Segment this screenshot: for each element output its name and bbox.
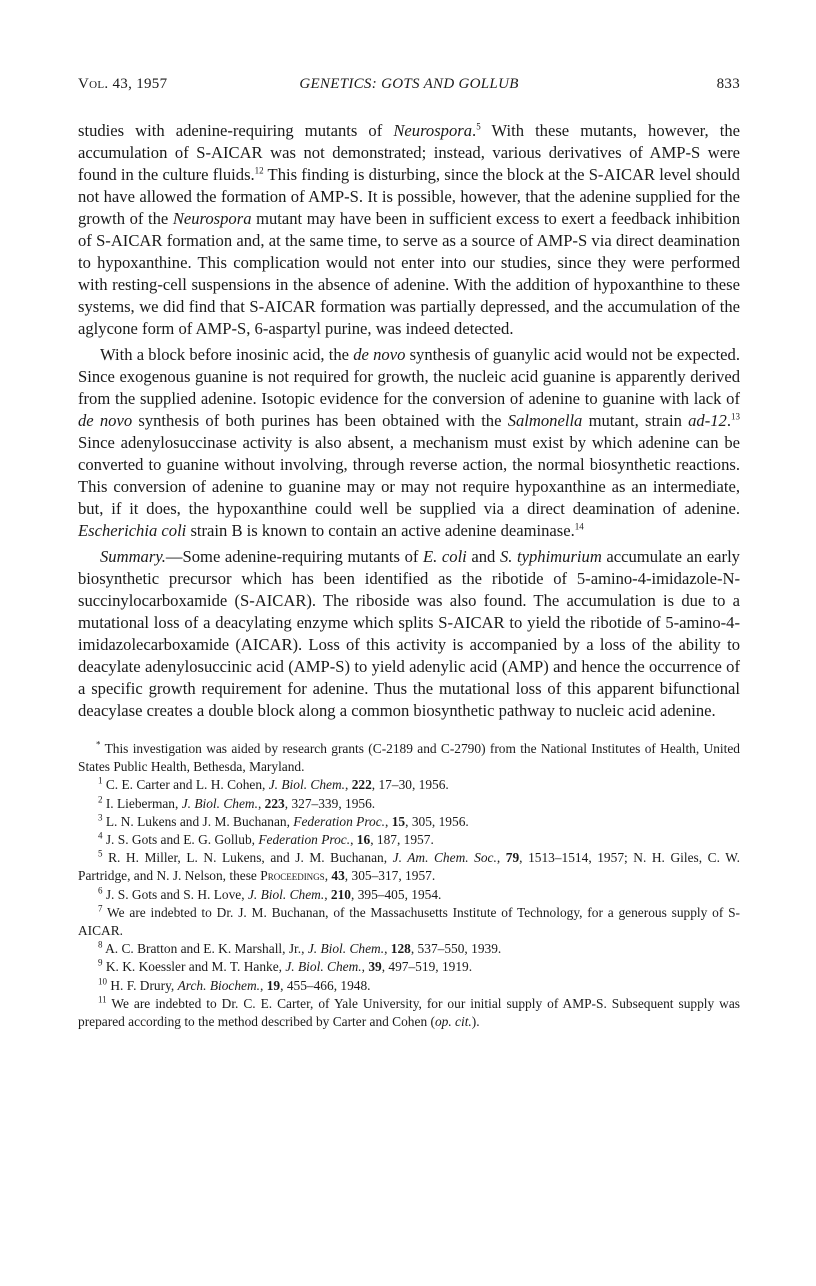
footnote-1: $^1$ C. E. Carter and L. H. Cohen, J. Biol. Chem., 222, 17–30, 1956. (98, 775, 449, 793)
summary-heading: Summary. (100, 547, 166, 566)
journal-page (78, 76, 740, 1031)
body-text (78, 120, 740, 722)
running-header (78, 76, 740, 100)
footnotes (78, 740, 740, 1031)
paragraph-1: studies with adenine-requiring mutants of Neurospora.$^5$ With these mutants, however, the accumulation of S-AICAR was not demonstrated; instead, various derivatives of AMP-S were found in the culture fluids.$^{12}$ This finding is disturbing, since the block at the S-AICAR level should not have allowed the formation of AMP-S. It is possible, however, that the adenine supplied for the growth of the Neurospora mutant may have been in sufficient excess to exert a feedback inhibition of S-AICAR formation and, at the same time, to serve as a source of AMP-S via direct deamination to hypoxanthine. This complication would not enter into our studies, since they were performed with resting-cell suspensions in the absence of adenine. With the addition of hypoxanthine to these systems, we did find that S-AICAR formation was partially depressed, and the accumulation of the aglycone form of AMP-S, 6-aspartyl purine, was indeed detected. (78, 121, 740, 338)
footnote-6: $^6$ J. S. Gots and S. H. Love, J. Biol. Chem., 210, 395–405, 1954. (98, 885, 442, 902)
running-title: GENETICS: GOTS AND GOLLUB (299, 76, 519, 92)
summary-paragraph: Summary.—Some adenine-requiring mutants of E. coli and S. typhimurium accumulate an early biosynthetic precursor which has been identified as the ribotide of 5-amino-4-imidazole-N-succinylocarboxamide (S-AICAR). The riboside was also found. The accumulation is due to a mutational loss of a deacylating enzyme which splits S-AICAR to yield the ribotide of 5-amino-4-imidazolecarboxamide (AICAR). Loss of this activity is accompanied by a loss of the ability to deacylate adenylosuccinic acid (AMP-S) to yield adenylic acid (AMP) and hence the occurrence of a specific growth requirement for adenine. Thus the mutational loss of this apparent bifunctional deacylase creates a double block along a common biosynthetic pathway to nucleic acid adenine. (78, 547, 740, 720)
footnote-8: $^8$ A. C. Bratton and E. K. Marshall, Jr., J. Biol. Chem., 128, 537–550, 1939. (98, 939, 502, 957)
ref-13: 13 (731, 411, 740, 422)
footnote-7: $^7$ We are indebted to Dr. J. M. Buchanan, of the Massachusetts Institute of Technology, for a generous supply of S-AICAR. (78, 903, 740, 939)
footnote-5: $^5$ R. H. Miller, L. N. Lukens, and J. M. Buchanan, J. Am. Chem. Soc., 79, 1513–1514, 1957; N. H. Giles, C. W. Partridge, and N. J. Nelson, these Proceedings, 43, 305–317, 1957. (78, 848, 740, 884)
footnote-2: $^2$ I. Lieberman, J. Biol. Chem., 223, 327–339, 1956. (98, 794, 376, 811)
footnote-10: $^{10}$ H. F. Drury, Arch. Biochem., 19, 455–466, 1948. (98, 976, 371, 993)
footnote-star: * This investigation was aided by research grants (C-2189 and C-2790) from the National Institutes of Health, United States Public Health, Bethesda, Maryland. (78, 739, 740, 775)
ref-5: 5 (476, 121, 481, 132)
ref-12: 12 (254, 165, 264, 176)
footnote-9: $^9$ K. K. Koessler and M. T. Hanke, J. Biol. Chem., 39, 497–519, 1919. (98, 957, 473, 975)
footnote-11: $^{11}$ We are indebted to Dr. C. E. Carter, of Yale University, for our initial supply of AMP-S. Subsequent supply was prepared according to the method described by Carter and Cohen (op. cit.). (78, 994, 740, 1030)
paragraph-2: With a block before inosinic acid, the de novo synthesis of guanylic acid would not be expected. Since exogenous guanine is not required for growth, the nucleic acid guanine is apparently derived from the supplied adenine. Isotopic evidence for the conversion of adenine to guanine with lack of de novo synthesis of both purines has been obtained with the Salmonella mutant, strain ad-12.13 Since adenylosuccinase activity is also absent, a mechanism must exist by which adenine can be converted to guanine without involving, through reverse action, the normal biosynthetic reactions. This conversion of adenine to guanine may or may not require hypoxanthine as an intermediate, but, if it does, the hypoxanthine could well be supplied via a direct deamination of adenine. Escherichia coli strain B is known to contain an active adenine deaminase.$^{14}$ (78, 345, 740, 540)
footnote-3: $^3$ L. N. Lukens and J. M. Buchanan, Federation Proc., 15, 305, 1956. (98, 812, 469, 829)
volume-info: Vol. 43, 1957 (78, 76, 168, 92)
page-number: 833 (716, 76, 740, 92)
footnote-4: $^4$ J. S. Gots and E. G. Gollub, Federation Proc., 16, 187, 1957. (98, 830, 434, 848)
ref-14: 14 (574, 521, 584, 532)
